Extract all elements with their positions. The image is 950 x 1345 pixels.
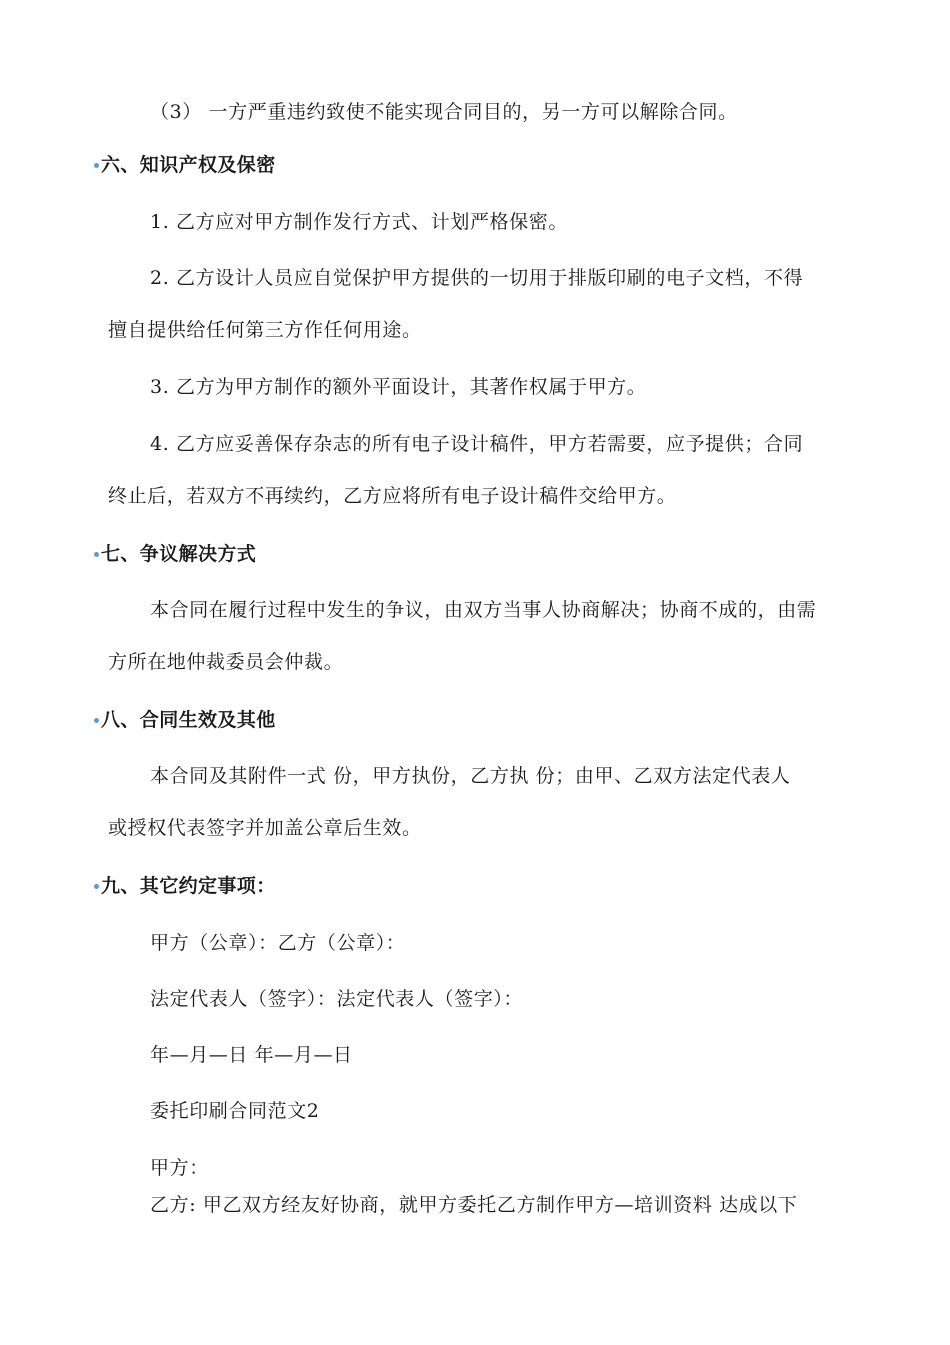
clause-7-text-line-1: 本合同在履行过程中发生的争议，由双方当事人协商解决；协商不成的，由需 — [150, 599, 817, 621]
heading-bullet-icon — [94, 884, 99, 889]
clause-8-text-line-1: 本合同及其附件一式 份，甲方执份，乙方执 份；由甲、乙双方法定代表人 — [150, 765, 791, 787]
second-contract-title: 委托印刷合同范文2 — [150, 1100, 320, 1122]
clause-6-item-2-line-1: 2. 乙方设计人员应自觉保护甲方提供的一切用于排版印刷的电子文档，不得 — [150, 267, 804, 289]
signature-representative-line: 法定代表人（签字）：法定代表人（签字）： — [150, 988, 524, 1010]
heading-bullet-icon — [94, 552, 99, 557]
heading-bullet-icon — [94, 718, 99, 723]
section-8-heading: 八、合同生效及其他 — [101, 709, 276, 731]
party-b-line: 乙方: 甲乙双方经友好协商，就甲方委托乙方制作甲方—培训资料 达成以下 — [150, 1194, 798, 1216]
section-6-heading: 六、知识产权及保密 — [101, 154, 276, 176]
clause-5-item-3: （3） 一方严重违约致使不能实现合同目的，另一方可以解除合同。 — [150, 101, 738, 123]
section-7-heading: 七、争议解决方式 — [101, 543, 257, 565]
signature-seal-line: 甲方（公章）：乙方（公章）： — [150, 932, 406, 954]
signature-date-line: 年—月—日 年—月—日 — [150, 1044, 353, 1066]
section-9-heading: 九、其它约定事项： — [101, 875, 276, 897]
clause-7-text-line-2: 方所在地仲裁委员会仲裁。 — [108, 651, 344, 673]
clause-6-item-2-line-2: 擅自提供给任何第三方作任何用途。 — [108, 319, 422, 341]
heading-bullet-icon — [94, 163, 99, 168]
party-a-line: 甲方： — [150, 1157, 209, 1179]
clause-6-item-3: 3. 乙方为甲方制作的额外平面设计，其著作权属于甲方。 — [150, 376, 647, 398]
clause-8-text-line-2: 或授权代表签字并加盖公章后生效。 — [108, 817, 422, 839]
clause-6-item-4-line-1: 4. 乙方应妥善保存杂志的所有电子设计稿件，甲方若需要，应予提供；合同 — [150, 433, 804, 455]
clause-6-item-1: 1. 乙方应对甲方制作发行方式、计划严格保密。 — [150, 211, 568, 233]
clause-6-item-4-line-2: 终止后，若双方不再续约，乙方应将所有电子设计稿件交给甲方。 — [108, 485, 677, 507]
